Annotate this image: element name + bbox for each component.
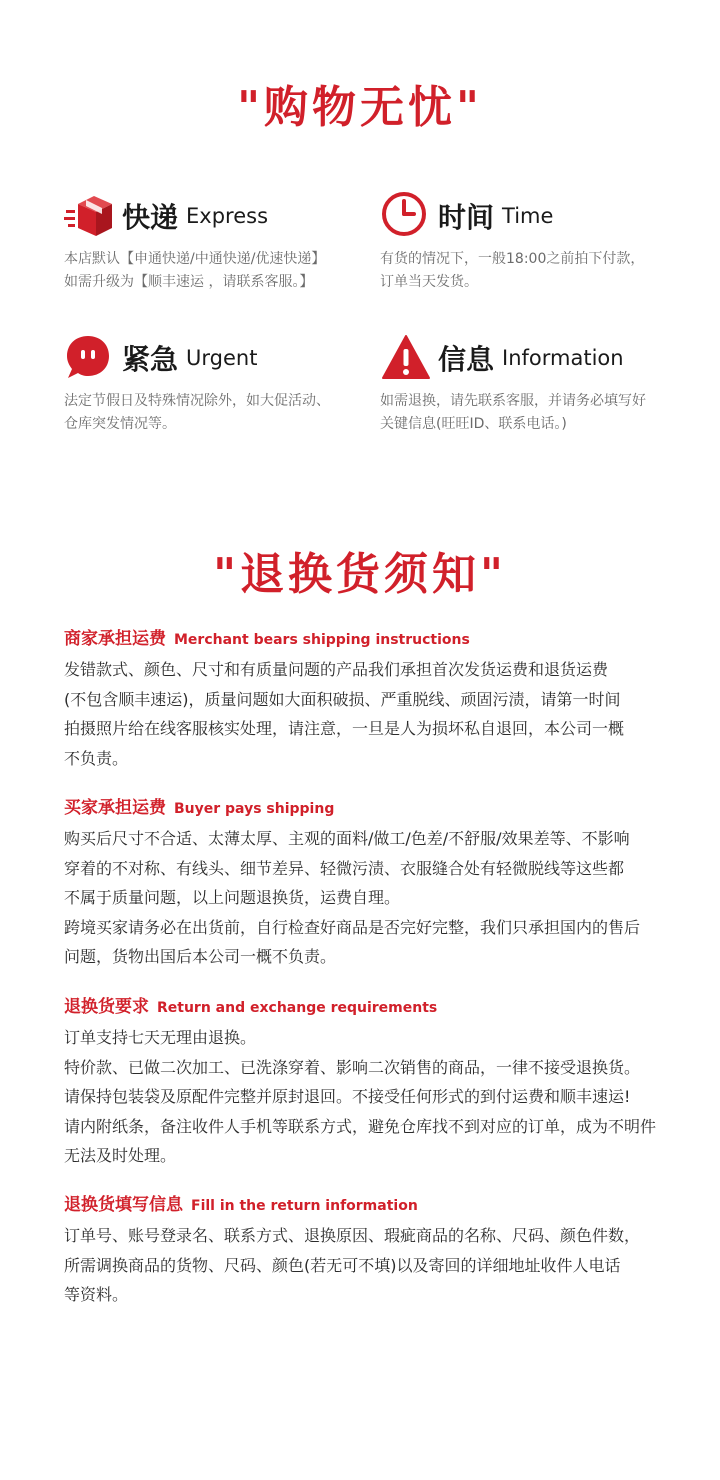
clock-icon <box>380 190 432 242</box>
feature-express <box>64 190 364 294</box>
section-title-worry-free: "购物无忧" <box>237 82 483 133</box>
feature-description: 法定节假日及特殊情况除外，如大促活动、 仓库突发情况等。 <box>64 393 330 432</box>
notice-body: 购买后尺寸不合适、太薄太厚、主观的面料/做工/色差/不舒服/效果差等、不影响 穿着的不对称、有线头、细节差异、轻微污渍、衣服缝合处有轻微脱线等这些都 不属于质量问题，以上问题退换货，运费自理。 跨境买家请务必在出货前，自行检查好商品是否完好完整，我们只承担国内的售后 问题，货物出国后本公司一概不负责。 <box>64 829 641 966</box>
feature-subtitle: Express <box>186 204 269 228</box>
notice-title-cn: 买家承担运费 <box>64 798 166 818</box>
feature-title: 时间 <box>438 201 495 234</box>
notice-merchant-shipping <box>64 626 664 773</box>
feature-time <box>380 190 680 294</box>
notice-heading <box>64 795 664 821</box>
feature-subtitle: Urgent <box>186 346 258 370</box>
notice-title-en: Fill in the return information <box>191 1198 418 1214</box>
notice-heading <box>64 994 664 1020</box>
notice-title-en: Buyer pays shipping <box>174 801 335 817</box>
feature-description: 本店默认【申通快递/中通快递/优速快递】 如需升级为【顺丰速运 ，请联系客服。】 <box>64 251 326 290</box>
notice-buyer-shipping <box>64 795 664 972</box>
feature-urgent <box>64 332 364 436</box>
feature-subtitle: Time <box>502 204 554 228</box>
feature-title: 快递 <box>122 201 179 234</box>
notice-return-information <box>64 1192 664 1310</box>
notice-return-requirements <box>64 994 664 1171</box>
notice-title-en: Return and exchange requirements <box>157 1000 438 1016</box>
feature-description: 有货的情况下，一般18:00之前拍下付款， 订单当天发货。 <box>380 251 645 290</box>
notice-body: 发错款式、颜色、尺寸和有质量问题的产品我们承担首次发货运费和退货运费 (不包含顺丰速运)，质量问题如大面积破损、严重脱线、顽固污渍，请第一时间 拍摄照片给在线客服核实处理，请注意，一旦是人为损坏私自退回，本公司一概 不负责。 <box>64 660 625 768</box>
notice-heading <box>64 626 664 652</box>
notice-body: 订单支持七天无理由退换。 特价款、已做二次加工、已洗涤穿着、影响二次销售的商品，一律不接受退换货。 请保持包装袋及原配件完整并原封退回。不接受任何形式的到付运费和顺丰速运! 请内附纸条，备注收件人手机等联系方式，避免仓库找不到对应的订单，成为不明件 无法及时处理。 <box>64 1028 657 1165</box>
warning-triangle-icon <box>380 332 432 384</box>
notice-title-en: Merchant bears shipping instructions <box>174 632 470 648</box>
feature-title: 紧急 <box>122 343 179 376</box>
notice-heading <box>64 1192 664 1218</box>
chat-bubble-icon <box>64 332 116 384</box>
delivery-box-icon <box>64 190 116 242</box>
notice-body: 订单号、账号登录名、联系方式、退换原因、瑕疵商品的名称、尺码、颜色件数， 所需调换商品的货物、尺码、颜色(若无可不填)以及寄回的详细地址收件人电话 等资料。 <box>64 1226 641 1304</box>
notice-title-cn: 退换货填写信息 <box>64 1195 183 1215</box>
notice-title-cn: 退换货要求 <box>64 997 149 1017</box>
feature-information <box>380 332 680 436</box>
section-title-return-notice: "退换货须知" <box>213 549 507 600</box>
feature-title: 信息 <box>438 343 495 376</box>
feature-subtitle: Information <box>502 346 624 370</box>
notice-title-cn: 商家承担运费 <box>64 629 166 649</box>
feature-description: 如需退换，请先联系客服，并请务必填写好 关键信息(旺旺ID、联系电话。) <box>380 393 646 432</box>
